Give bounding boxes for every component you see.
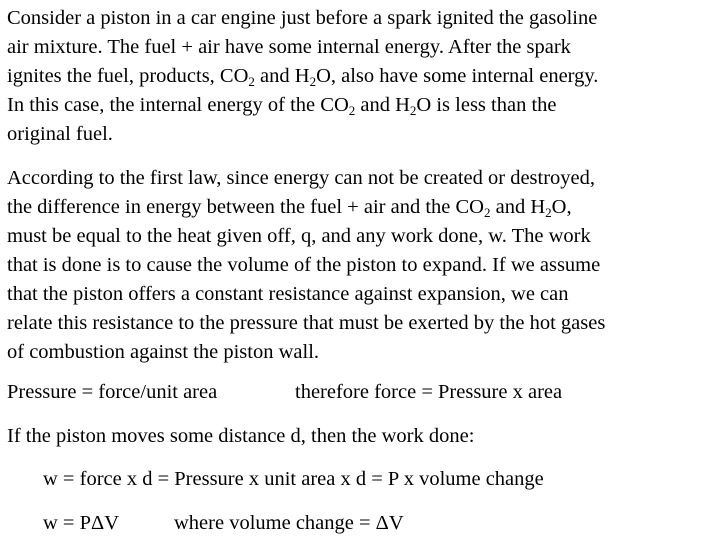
text-fragment: and H [355,94,410,116]
text-fragment: O, [551,196,572,218]
text-line [7,62,715,91]
subscript: 2 [248,74,255,89]
text-line: of combustion against the piston wall. [7,341,320,363]
text-line [7,91,715,120]
text-line: original fuel. [7,123,113,145]
text-line: that the piston offers a constant resistance against expansion, we can [7,283,569,305]
pressure-definition [7,378,563,407]
text-fragment: ignites the fuel, products, CO [7,65,249,87]
text-fragment: O is less than the [416,94,557,116]
text-line: that is done is to cause the volume of the piston to expand. If we assume [7,254,601,276]
text-fragment: O, also have some internal energy. [316,65,599,87]
volume-change-definition: where volume change = ΔV [174,512,404,534]
work-equation-expanded: w = force x d = Pressure x unit area x d = P x volume change [43,468,544,490]
subscript: 2 [484,205,491,220]
paragraph-first-law [7,164,715,367]
force-formula: therefore force = Pressure x area [295,381,563,403]
paragraph-piston-intro [7,4,715,149]
text-line: Consider a piston in a car engine just before a spark ignited the gasoline [7,7,598,29]
work-formula: w = PΔV [43,512,120,534]
work-equation-final [43,509,404,538]
text-line: relate this resistance to the pressure that must be exerted by the hot gases [7,312,606,334]
text-fragment: and H [254,65,310,87]
text-line: According to the first law, since energy can not be created or destroyed, [7,167,596,189]
text-fragment: In this case, the internal energy of the CO [7,94,349,116]
subscript: 2 [409,103,417,118]
text-line [7,193,715,222]
work-intro-text: If the piston moves some distance d, then the work done: [7,425,475,447]
text-line: air mixture. The fuel + air have some internal energy. After the spark [7,36,571,58]
text-fragment: the difference in energy between the fuel + air and the CO [7,196,484,218]
text-line: must be equal to the heat given off, q, and any work done, w. The work [7,225,591,247]
subscript: 2 [348,103,356,118]
subscript: 2 [545,205,552,220]
pressure-formula: Pressure = force/unit area [7,381,218,403]
subscript: 2 [309,74,317,89]
text-fragment: and H [490,196,546,218]
